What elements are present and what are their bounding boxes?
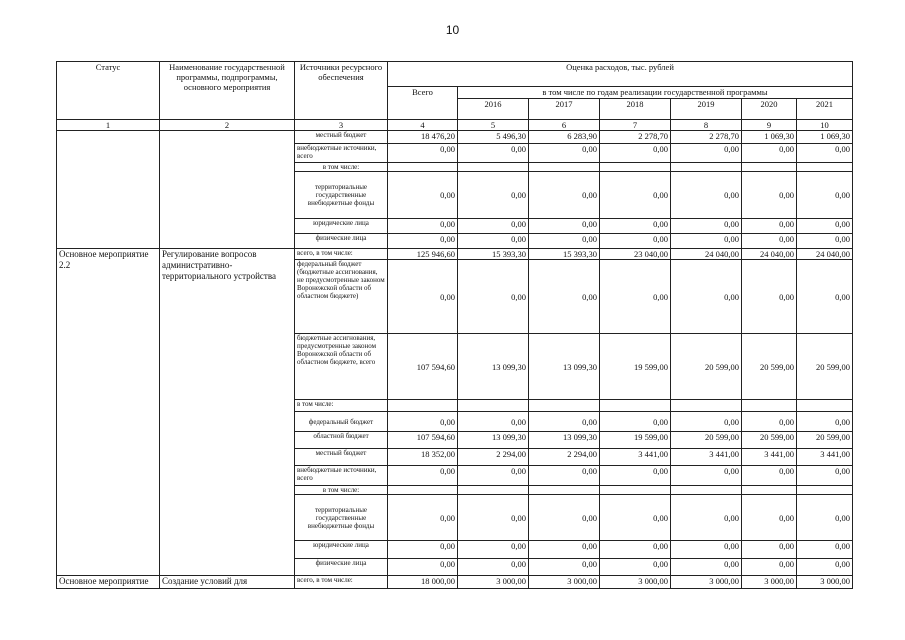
name-cell: Создание условий для [160,576,295,589]
value-cell: 20 599,00 [742,432,797,449]
header-sources: Источники ресурсного обеспечения [295,62,388,120]
value-cell: 0,00 [742,412,797,432]
value-cell: 0,00 [671,144,742,163]
value-cell: 0,00 [797,412,853,432]
value-cell: 6 283,90 [529,131,600,144]
column-number: 2 [160,120,295,131]
value-cell: 13 099,30 [529,334,600,400]
value-cell: 3 441,00 [797,449,853,466]
table-row [57,131,853,144]
continuation-block [57,131,853,249]
value-cell: 0,00 [458,412,529,432]
source-cell: физические лица [295,234,388,249]
source-cell: всего, в том числе: [295,249,388,260]
source-cell: бюджетные ассигнования, предусмотренные законом Воронежской области об областном бюджете, всего [295,334,388,400]
value-cell: 18 476,20 [388,131,458,144]
source-cell: внебюджетные источники, всего [295,466,388,486]
measure-2-2-block [57,249,853,576]
name-cell: Регулирование вопросов административно-территориального устройства [160,249,295,576]
source-cell: в том числе: [295,400,388,412]
header-year: 2016 [458,99,529,120]
name-cell [160,131,295,249]
value-cell: 0,00 [742,260,797,334]
value-cell: 0,00 [600,495,671,541]
empty-cell [600,163,671,172]
column-number: 10 [797,120,853,131]
source-cell: территориальные государственные внебюджетные фонды [295,495,388,541]
value-cell: 0,00 [600,144,671,163]
value-cell: 2 294,00 [458,449,529,466]
empty-cell [797,486,853,495]
value-cell: 0,00 [600,172,671,219]
value-cell: 2 278,70 [671,131,742,144]
value-cell: 0,00 [797,495,853,541]
value-cell: 0,00 [388,144,458,163]
value-cell: 0,00 [742,144,797,163]
value-cell: 0,00 [797,234,853,249]
source-cell: территориальные государственные внебюджетные фонды [295,172,388,219]
column-numbers [57,120,853,131]
table-row [57,249,853,260]
empty-cell [388,486,458,495]
source-cell: юридические лица [295,219,388,234]
source-cell: местный бюджет [295,131,388,144]
header-status: Статус [57,62,160,120]
value-cell: 19 599,00 [600,432,671,449]
measure-next-block [57,576,853,589]
value-cell: 0,00 [458,541,529,559]
header-year: 2020 [742,99,797,120]
value-cell: 0,00 [797,219,853,234]
value-cell: 0,00 [671,219,742,234]
value-cell: 0,00 [600,219,671,234]
value-cell: 0,00 [458,144,529,163]
empty-cell [600,486,671,495]
value-cell: 2 294,00 [529,449,600,466]
value-cell: 0,00 [458,466,529,486]
source-cell: в том числе: [295,163,388,172]
value-cell: 0,00 [529,412,600,432]
empty-cell [458,400,529,412]
value-cell: 0,00 [529,466,600,486]
value-cell: 0,00 [388,234,458,249]
value-cell: 0,00 [388,412,458,432]
empty-cell [671,163,742,172]
table-row [57,576,853,589]
source-cell: физические лица [295,559,388,576]
column-number: 1 [57,120,160,131]
value-cell: 13 099,30 [458,334,529,400]
value-cell: 0,00 [600,260,671,334]
value-cell: 0,00 [529,541,600,559]
value-cell: 0,00 [529,559,600,576]
value-cell: 0,00 [600,559,671,576]
value-cell: 13 099,30 [529,432,600,449]
value-cell: 0,00 [458,234,529,249]
column-number: 9 [742,120,797,131]
page-number: 10 [445,23,460,37]
value-cell: 0,00 [671,172,742,219]
value-cell: 0,00 [529,219,600,234]
source-cell: внебюджетные источники, всего [295,144,388,163]
value-cell: 3 000,00 [671,576,742,589]
value-cell: 0,00 [671,412,742,432]
value-cell: 19 599,00 [600,334,671,400]
empty-cell [797,163,853,172]
value-cell: 15 393,30 [529,249,600,260]
value-cell: 0,00 [458,559,529,576]
value-cell: 0,00 [458,172,529,219]
value-cell: 18 352,00 [388,449,458,466]
source-cell: областной бюджет [295,432,388,449]
value-cell: 0,00 [529,495,600,541]
empty-cell [529,400,600,412]
table-header [57,62,853,120]
empty-cell [458,486,529,495]
value-cell: 0,00 [671,541,742,559]
value-cell: 20 599,00 [671,334,742,400]
value-cell: 23 040,00 [600,249,671,260]
empty-cell [529,486,600,495]
value-cell: 0,00 [742,495,797,541]
source-cell: юридические лица [295,541,388,559]
value-cell: 2 278,70 [600,131,671,144]
value-cell: 0,00 [742,219,797,234]
empty-cell [388,163,458,172]
header-year: 2018 [600,99,671,120]
value-cell: 13 099,30 [458,432,529,449]
value-cell: 1 069,30 [797,131,853,144]
value-cell: 0,00 [742,234,797,249]
value-cell: 0,00 [458,495,529,541]
header-by-years: в том числе по годам реализации государственной программы [458,87,853,99]
value-cell: 3 000,00 [529,576,600,589]
value-cell: 0,00 [600,412,671,432]
value-cell: 3 000,00 [742,576,797,589]
value-cell: 0,00 [458,219,529,234]
value-cell: 0,00 [388,466,458,486]
value-cell: 3 000,00 [797,576,853,589]
source-cell: федеральный бюджет (бюджетные ассигнования, не предусмотренные законом Воронежской области об областном бюджете) [295,260,388,334]
value-cell: 0,00 [671,234,742,249]
value-cell: 0,00 [388,219,458,234]
empty-cell [600,400,671,412]
empty-cell [742,400,797,412]
column-number: 5 [458,120,529,131]
value-cell: 3 441,00 [671,449,742,466]
value-cell: 0,00 [797,172,853,219]
value-cell: 0,00 [671,495,742,541]
empty-cell [797,400,853,412]
empty-cell [458,163,529,172]
empty-cell [671,400,742,412]
header-year: 2021 [797,99,853,120]
source-cell: местный бюджет [295,449,388,466]
source-cell: в том числе: [295,486,388,495]
column-number: 6 [529,120,600,131]
value-cell: 0,00 [388,541,458,559]
value-cell: 0,00 [529,234,600,249]
value-cell: 0,00 [797,144,853,163]
value-cell: 0,00 [742,559,797,576]
value-cell: 20 599,00 [797,432,853,449]
value-cell: 0,00 [529,144,600,163]
value-cell: 0,00 [458,260,529,334]
value-cell: 0,00 [742,172,797,219]
empty-cell [742,163,797,172]
header-estimate: Оценка расходов, тыс. рублей [388,62,853,87]
column-number: 7 [600,120,671,131]
value-cell: 1 069,30 [742,131,797,144]
header-year: 2019 [671,99,742,120]
value-cell: 0,00 [797,466,853,486]
value-cell: 0,00 [600,541,671,559]
value-cell: 107 594,60 [388,334,458,400]
value-cell: 20 599,00 [797,334,853,400]
column-number: 8 [671,120,742,131]
empty-cell [529,163,600,172]
header-year: 2017 [529,99,600,120]
value-cell: 0,00 [797,260,853,334]
status-cell: Основное мероприятие [57,576,160,589]
value-cell: 0,00 [797,559,853,576]
value-cell: 0,00 [388,260,458,334]
value-cell: 0,00 [388,559,458,576]
budget-table [56,61,853,589]
value-cell: 18 000,00 [388,576,458,589]
column-number: 4 [388,120,458,131]
value-cell: 0,00 [388,172,458,219]
empty-cell [388,400,458,412]
value-cell: 0,00 [671,559,742,576]
value-cell: 0,00 [742,466,797,486]
value-cell: 24 040,00 [671,249,742,260]
value-cell: 3 441,00 [742,449,797,466]
value-cell: 24 040,00 [797,249,853,260]
status-cell: Основное мероприятие 2.2 [57,249,160,576]
column-number: 3 [295,120,388,131]
value-cell: 0,00 [388,495,458,541]
value-cell: 3 000,00 [458,576,529,589]
value-cell: 0,00 [529,260,600,334]
value-cell: 5 496,30 [458,131,529,144]
value-cell: 3 000,00 [600,576,671,589]
header-name: Наименование государственной программы, подпрограммы, основного мероприятия [160,62,295,120]
value-cell: 0,00 [742,541,797,559]
value-cell: 15 393,30 [458,249,529,260]
empty-cell [742,486,797,495]
header-total: Всего [388,87,458,120]
value-cell: 3 441,00 [600,449,671,466]
value-cell: 0,00 [600,234,671,249]
value-cell: 0,00 [529,172,600,219]
value-cell: 125 946,60 [388,249,458,260]
empty-cell [671,486,742,495]
value-cell: 20 599,00 [742,334,797,400]
value-cell: 20 599,00 [671,432,742,449]
source-cell: федеральный бюджет [295,412,388,432]
value-cell: 0,00 [797,541,853,559]
value-cell: 0,00 [671,260,742,334]
value-cell: 24 040,00 [742,249,797,260]
value-cell: 107 594,60 [388,432,458,449]
source-cell: всего, в том числе: [295,576,388,589]
status-cell [57,131,160,249]
value-cell: 0,00 [600,466,671,486]
value-cell: 0,00 [671,466,742,486]
